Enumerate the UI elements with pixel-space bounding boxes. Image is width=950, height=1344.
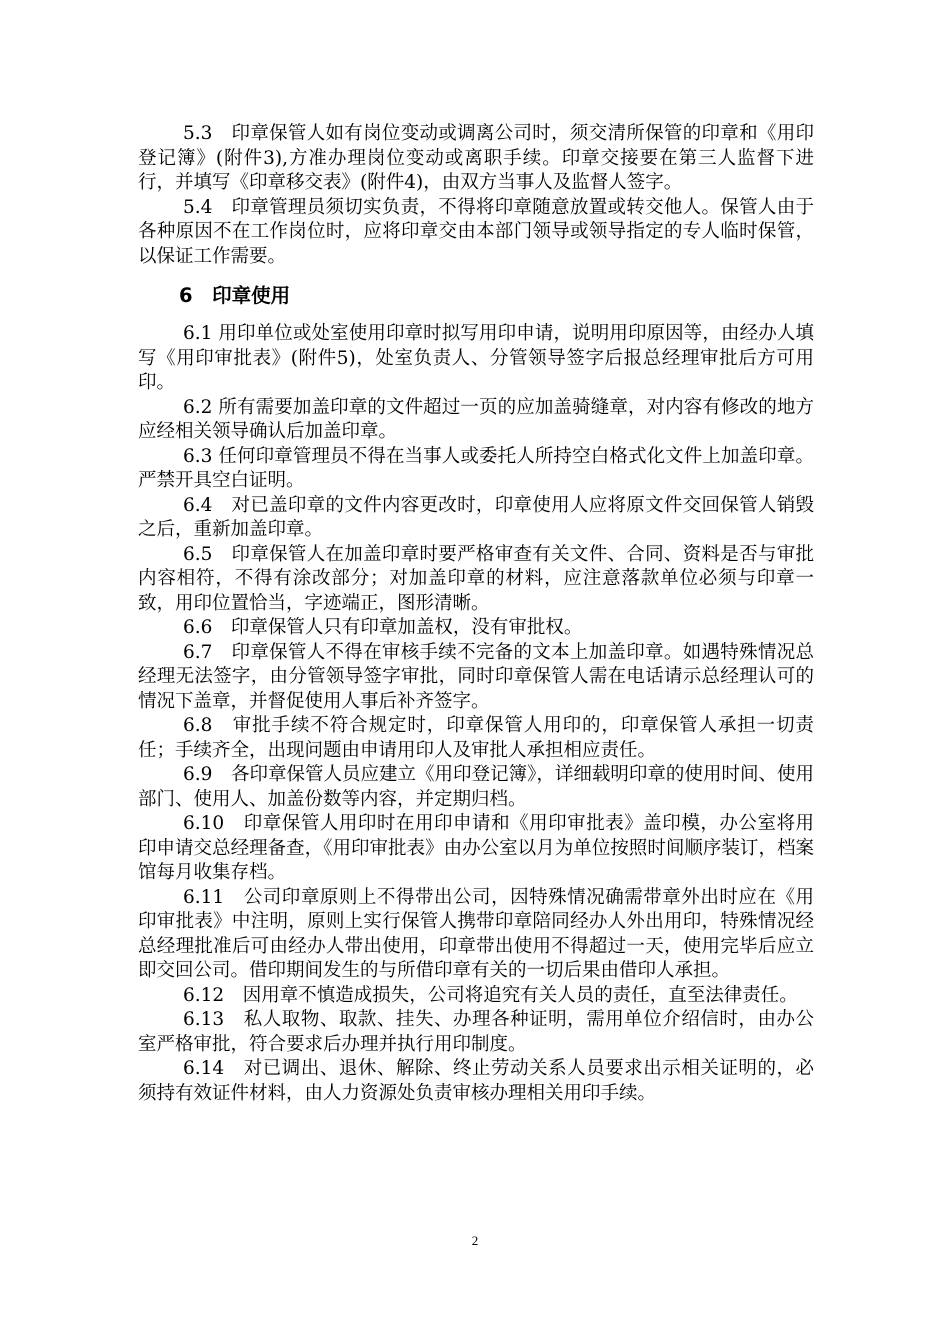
page-number: 2 [471,1233,479,1248]
paragraph-6-12: 6.12 因用章不慎造成损失，公司将追究有关人员的责任，直至法律责任。 [183,984,798,1006]
paragraph-5-3: 5.3 印章保管人如有岗位变动或调离公司时，须交清所保管的印章和《用印登记簿》(附件3),方准办理岗位变动或离职手续。印章交接要在第三人监督下进行，并填写《印章移交表》(附件4)，由双方当事人及监督人签字。 [138,123,814,193]
paragraph-6-10: 6.10 印章保管人用印时在用印申请和《用印审批表》盖印模，办公室将用印申请交总经理备查，《用印审批表》由办公室以月为单位按照时间顺序装订，档案馆每月收集存档。 [138,813,814,883]
paragraph-6-1: 6.1 用印单位或处室使用印章时拟写用印申请，说明用印原因等，由经办人填写《用印审批表》(附件5)，处室负责人、分管领导签字后报总经理审批后方可用印。 [138,323,814,393]
paragraph-6-4: 6.4 对已盖印章的文件内容更改时，印章使用人应将原文件交回保管人销毁之后，重新加盖印章。 [138,494,814,540]
paragraph-6-11: 6.11 公司印章原则上不得带出公司，因特殊情况确需带章外出时应在《用印审批表》中注明，原则上实行保管人携带印章陪同经办人外出用印，特殊情况经总经理批准后可由经办人带出使用，印章带出使用不得超过一天，使用完毕后应立即交回公司。借印期间发生的与所借印章有关的一切后果由借印人承担。 [138,886,814,981]
document-body [138,122,814,1106]
paragraph-6-7: 6.7 印章保管人不得在审核手续不完备的文本上加盖印章。如遇特殊情况总经理无法签字，由分管领导签字审批，同时印章保管人需在电话请示总经理认可的情况下盖章，并督促使用人事后补齐签字。 [138,641,814,712]
paragraph-6-13: 6.13 私人取物、取款、挂失、办理各种证明，需用单位介绍信时，由办公室严格审批，符合要求后办理并执行用印制度。 [138,1009,814,1055]
paragraph-5-4: 5.4 印章管理员须切实负责，不得将印章随意放置或转交他人。保管人由于各种原因不在工作岗位时，应将印章交由本部门领导或领导指定的专人临时保管，以保证工作需要。 [138,196,814,267]
paragraph-6-6: 6.6 印章保管人只有印章加盖权，没有审批权。 [183,617,583,638]
paragraph-6-2: 6.2 所有需要加盖印章的文件超过一页的应加盖骑缝章，对内容有修改的地方应经相关领导确认后加盖印章。 [138,396,814,442]
paragraph-6-9: 6.9 各印章保管人员应建立《用印登记簿》，详细载明印章的使用时间、使用部门、使用人、加盖份数等内容，并定期归档。 [138,764,814,810]
paragraph-6-3: 6.3 任何印章管理员不得在当事人或委托人所持空白格式化文件上加盖印章。严禁开具空白证明。 [138,445,814,491]
paragraph-6-5: 6.5 印章保管人在加盖印章时要严格审查有关文件、合同、资料是否与审批内容相符，不得有涂改部分；对加盖印章的材料，应注意落款单位必须与印章一致，用印位置恰当，字迹端正，图形清晰。 [138,543,814,614]
paragraph-6-14: 6.14 对已调出、退休、解除、终止劳动关系人员要求出示相关证明的，必须持有效证件材料，由人力资源处负责审核办理相关用印手续。 [138,1058,814,1104]
section-heading-seal-usage: 6 印章使用 [179,284,291,307]
paragraph-6-8: 6.8 审批手续不符合规定时，印章保管人用印的，印章保管人承担一切责任；手续齐全，出现问题由申请用印人及审批人承担相应责任。 [138,715,814,761]
